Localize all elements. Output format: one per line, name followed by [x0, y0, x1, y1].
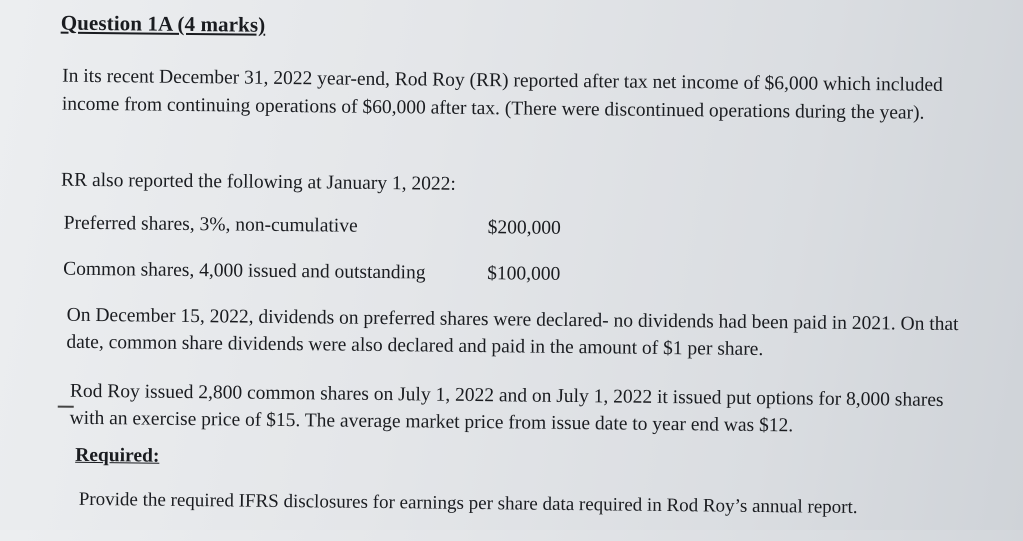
intro-paragraph: In its recent December 31, 2022 year-end, Rod Roy (RR) reported after tax net income of $6,000 which included income from continuing operations of $60,000 after tax. (There were discontinued operations during the year).: [61, 65, 943, 124]
preferred-shares-amount: $200,000: [487, 217, 561, 239]
preferred-shares-label: Preferred shares, 3%, non-cumulative: [63, 212, 358, 237]
preferred-shares-row: [63, 212, 561, 239]
required-heading: Required:: [75, 444, 160, 467]
common-shares-amount: $100,000: [487, 263, 561, 285]
dividends-paragraph: On December 15, 2022, dividends on preferred shares were declared- no dividends had been paid in 2021. On that date, common share dividends were also declared and paid in the amount of $1 per share.: [66, 304, 959, 361]
required-text: Provide the required IFRS disclosures for earnings per share data required in Rod Roy’s annual report.: [78, 488, 858, 519]
common-shares-row: [63, 258, 561, 285]
issuance-paragraph: Rod Roy issued 2,800 common shares on July 1, 2022 and on July 1, 2022 it issued put options for 8,000 shares with an exercise price of $15. The average market price from issue date to year end was $12.: [69, 380, 944, 437]
common-shares-label: Common shares, 4,000 issued and outstanding: [63, 258, 426, 284]
reported-lead: RR also reported the following at January 1, 2022:: [61, 169, 457, 195]
question-title: Question 1A (4 marks): [60, 10, 266, 37]
